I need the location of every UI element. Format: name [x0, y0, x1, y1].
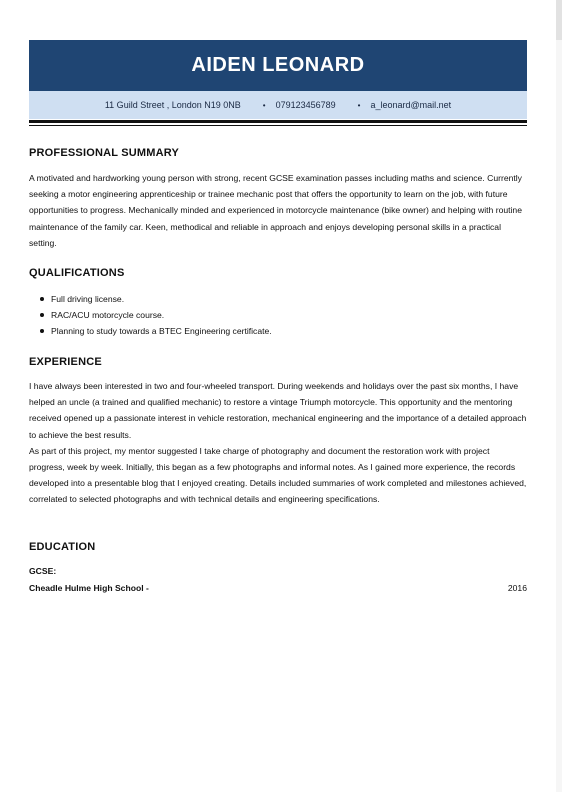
summary-paragraph: A motivated and hardworking young person with strong, recent GCSE examination passes including maths and science. Currently seeking a motor engineering apprenticeship or trainee mechanic post that offers the opportunity to learn on the job, with future opportunities to progress. Mechanically minded and experienced in motorcycle maintenance (bike owner) and helping with routine maintenance of the family car. Keen, methodical and reliable in approach and enjoys developing personal skills in a practical setting. — [29, 173, 522, 248]
list-item — [29, 291, 527, 307]
address: 11 Guild Street , London N19 0NB — [104, 100, 241, 110]
bullet-icon — [40, 313, 44, 317]
experience-heading: EXPERIENCE — [29, 356, 102, 368]
bullet-separator: • — [357, 100, 361, 110]
experience-paragraph: I have always been interested in two and four-wheeled transport. During weekends and holidays over the past six months, I have helped an uncle (a trained and qualified mechanic) to restore a vintage Triumph motorcycle. This opportunity and the mentoring received opened up a passionate interest in vehicle restoration, mechanical engineering and the importance of a detailed approach to achieve the best results. — [29, 381, 527, 440]
email-address: a_leonard@mail.net — [370, 100, 452, 110]
qualifications-list — [29, 291, 527, 339]
qualification-text: RAC/ACU motorcycle course. — [51, 310, 165, 320]
education-row — [29, 583, 527, 593]
bullet-separator: • — [262, 100, 266, 110]
experience-paragraph: As part of this project, my mentor suggested I take charge of photography and document the restoration work with project progress, week by week. Initially, this began as a few photographs and informal notes. As I gained more experience, the records developed into a presentable blog that I enjoyed creating. Details included summaries of work completed and milestones achieved, correlated to selected photographs and with technical details and engineering specifications. — [29, 445, 527, 505]
list-item — [29, 307, 527, 323]
summary-text — [29, 170, 527, 251]
bullet-icon — [40, 297, 44, 301]
scrollbar-thumb[interactable] — [556, 0, 562, 40]
experience-text — [29, 378, 527, 508]
header-divider-thick — [29, 120, 527, 123]
education-qualification: GCSE: — [29, 566, 57, 576]
school-name: Cheadle Hulme High School - — [29, 583, 149, 593]
qualification-text: Planning to study towards a BTEC Engineering certificate. — [51, 326, 272, 336]
candidate-name: AIDEN LEONARD — [29, 40, 527, 91]
scrollbar-track[interactable] — [556, 0, 562, 792]
bullet-icon — [40, 329, 44, 333]
phone-number: 079123456789 — [275, 100, 336, 110]
summary-heading: PROFESSIONAL SUMMARY — [29, 147, 180, 159]
qualification-text: Full driving license. — [51, 294, 125, 304]
education-heading: EDUCATION — [29, 541, 96, 553]
qualifications-heading: QUALIFICATIONS — [29, 267, 125, 279]
contact-bar — [29, 91, 527, 119]
education-year: 2016 — [507, 583, 527, 593]
list-item — [29, 323, 527, 339]
header-divider-thin — [29, 125, 527, 126]
